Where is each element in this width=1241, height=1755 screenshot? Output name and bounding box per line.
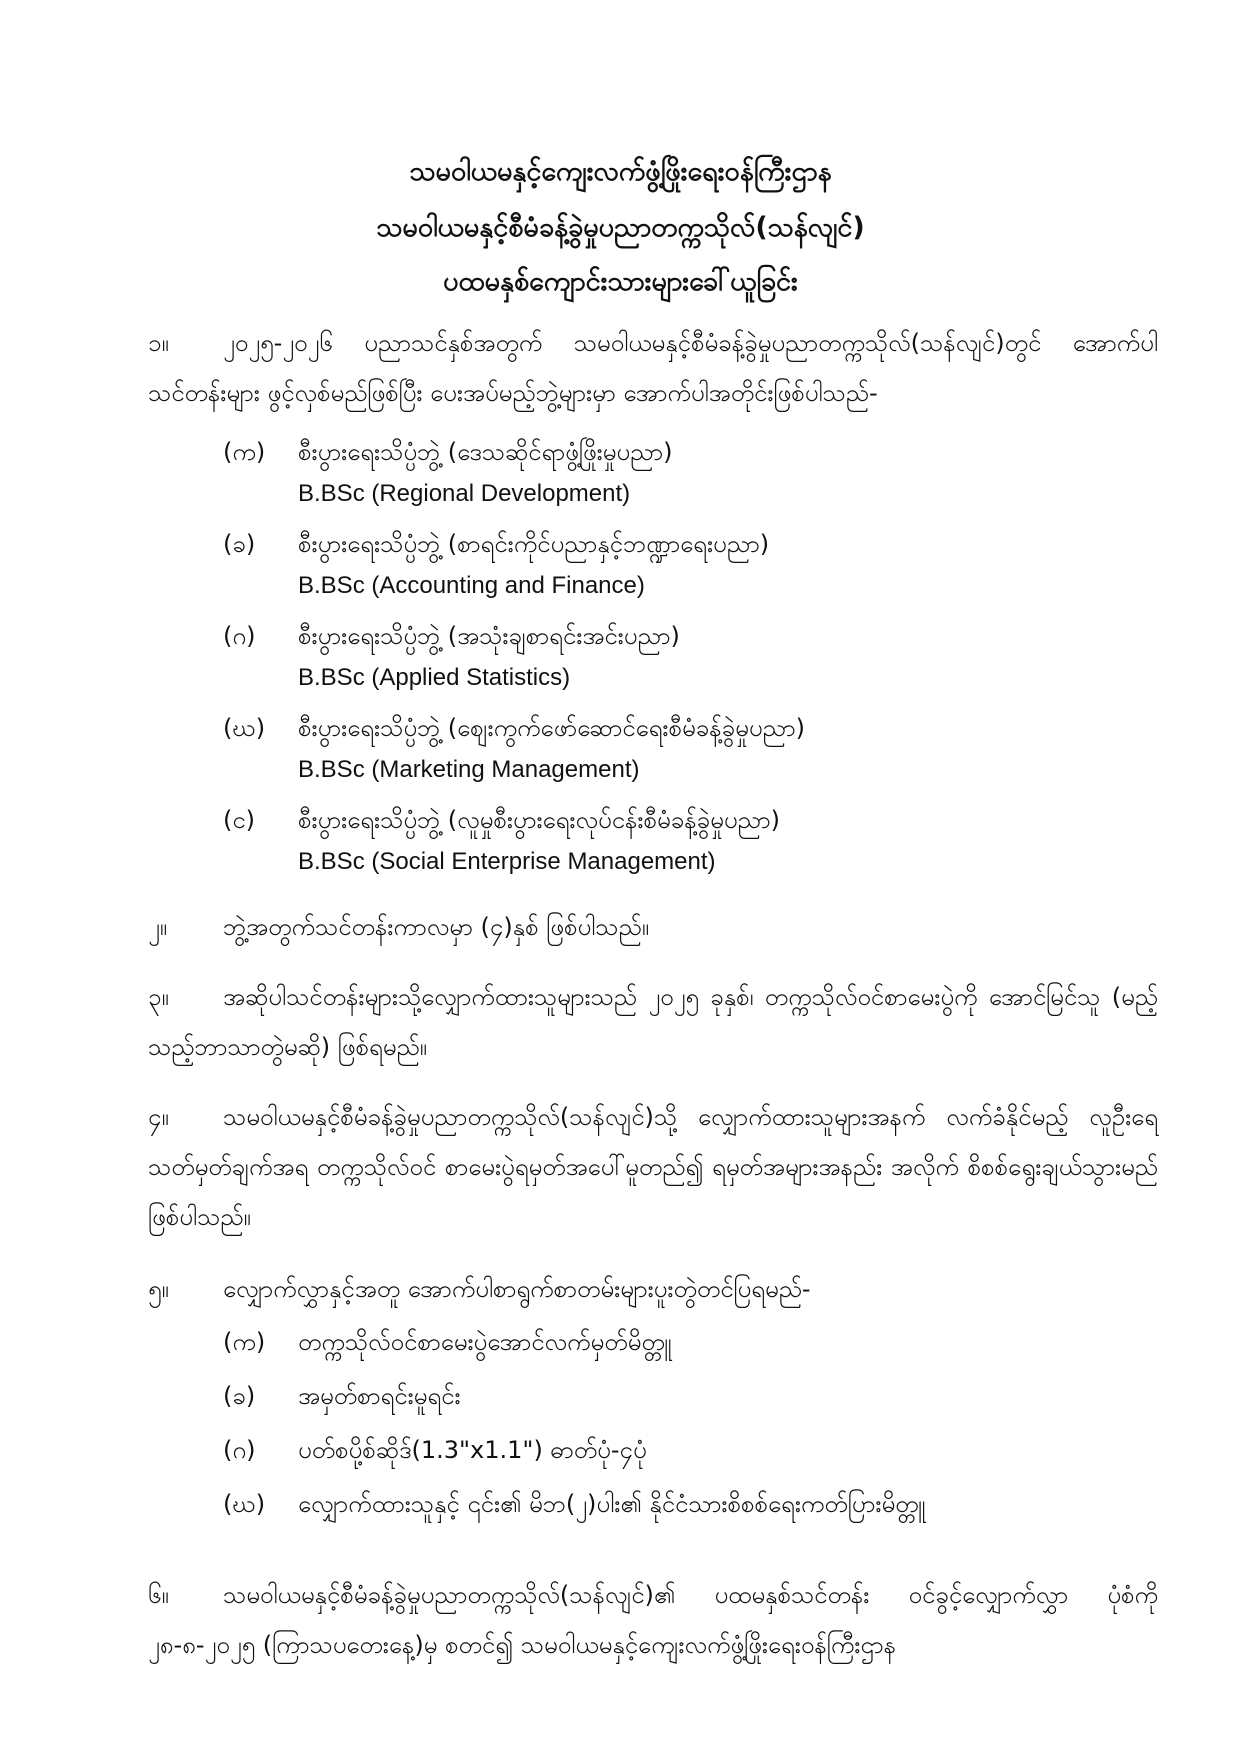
document-item-label: (ဂ) (223, 1436, 256, 1464)
section-3 (148, 972, 1158, 1072)
section-1 (148, 318, 1158, 418)
section-5-number: ၅။ (148, 1275, 169, 1303)
section-6 (148, 1570, 1158, 1670)
section-2 (148, 902, 1158, 952)
degree-item-label: (ခ) (223, 530, 256, 558)
degree-item-name: စီးပွားရေးသိပ္ပံဘွဲ့ (ဒေသဆိုင်ရာဖွံ့ဖြိုးမှုပညာ) (298, 438, 673, 466)
document-item-label: (က) (223, 1328, 266, 1356)
announcement-title: ပထမနှစ်ကျောင်းသားများခေါ်ယူခြင်း (443, 266, 798, 297)
document-item-label: (ဃ) (223, 1490, 266, 1518)
degree-item-english: B.BSc (Social Enterprise Management) (298, 848, 716, 875)
ministry-title: သမဝါယမနှင့်ကျေးလက်ဖွံ့ဖြိုးရေးဝန်ကြီးဌာန (409, 156, 832, 187)
degree-item-label: (င) (223, 806, 256, 834)
document-item-label: (ခ) (223, 1382, 256, 1410)
degree-item-name: စီးပွားရေးသိပ္ပံဘွဲ့ (စျေးကွက်ဖော်ဆောင်ရေးစီမံခန့်ခွဲမှုပညာ) (298, 714, 805, 742)
degree-item-name: စီးပွားရေးသိပ္ပံဘွဲ့ (လူမှုစီးပွားရေးလုပ်ငန်းစီမံခန့်ခွဲမှုပညာ) (298, 806, 780, 834)
section-1-text: ၂၀၂၅-၂၀၂၆ ပညာသင်နှစ်အတွက် သမဝါယမနှင့်စီမံခန့်ခွဲမှုပညာတက္ကသိုလ်(သန်လျင်)တွင် အောက်ပါသင်တန်းများ ဖွင့်လှစ်မည်ဖြစ်ပြီး ပေးအပ်မည့်ဘွဲ့များမှာ အောက်ပါအတိုင်းဖြစ်ပါသည်- (148, 329, 1158, 407)
section-4-text: သမဝါယမနှင့်စီမံခန့်ခွဲမှုပညာတက္ကသိုလ်(သန်လျင်)သို့ လျှောက်ထားသူများအနက် လက်ခံနိုင်မည့် လူဦးရေသတ်မှတ်ချက်အရ တက္ကသိုလ်ဝင် စာမေးပွဲရမှတ်အပေါ်မူတည်၍ ရမှတ်အများအနည်း အလိုက် စိစစ်ရွေးချယ်သွားမည်ဖြစ်ပါသည်။ (148, 1103, 1158, 1231)
university-title: သမဝါယမနှင့်စီမံခန့်ခွဲမှုပညာတက္ကသိုလ်(သန်လျင်) (376, 212, 865, 243)
degree-item-english: B.BSc (Applied Statistics) (298, 664, 571, 691)
section-1-number: ၁။ (148, 329, 169, 357)
section-6-text: သမဝါယမနှင့်စီမံခန့်ခွဲမှုပညာတက္ကသိုလ်(သန်လျင်)၏ ပထမနှစ်သင်တန်း ဝင်ခွင့်လျှောက်လွှာ ပုံစံကို ၂၈-၈-၂၀၂၅ (ကြာသပတေးနေ့)မှ စတင်၍ သမဝါယမနှင့်ကျေးလက်ဖွံ့ဖြိုးရေးဝန်ကြီးဌာန (148, 1581, 1158, 1659)
section-2-text: ဘွဲ့အတွက်သင်တန်းကာလမှာ (၄)နှစ် ဖြစ်ပါသည်။ (223, 913, 649, 941)
document-item-text: တက္ကသိုလ်ဝင်စာမေးပွဲအောင်လက်မှတ်မိတ္တူ (298, 1328, 672, 1356)
section-5-text: လျှောက်လွှာနှင့်အတူ အောက်ပါစာရွက်စာတမ်းများပူးတွဲတင်ပြရမည်- (223, 1275, 811, 1303)
degree-item-label: (က) (223, 438, 266, 466)
degree-item-label: (ဃ) (223, 714, 266, 742)
section-5 (148, 1264, 1158, 1314)
section-3-text: အဆိုပါသင်တန်းများသို့လျှောက်ထားသူများသည် ၂၀၂၅ ခုနှစ်၊ တက္ကသိုလ်ဝင်စာမေးပွဲကို အောင်မြင်သူ (မည့်သည့်ဘာသာတွဲမဆို) ဖြစ်ရမည်။ (148, 983, 1158, 1061)
section-3-number: ၃။ (148, 983, 169, 1011)
degree-item-english: B.BSc (Accounting and Finance) (298, 572, 645, 599)
degree-item-label: (ဂ) (223, 622, 256, 650)
document-item-text: အမှတ်စာရင်းမူရင်း (298, 1382, 461, 1410)
section-2-number: ၂။ (148, 913, 168, 941)
degree-item-english: B.BSc (Marketing Management) (298, 756, 640, 783)
section-6-number: ၆။ (148, 1581, 169, 1609)
section-4 (148, 1092, 1158, 1242)
document-item-text: ပတ်စပို့စ်ဆိုဒ်(1.3"x1.1") ဓာတ်ပုံ-၄ပုံ (298, 1436, 647, 1464)
degree-item-name: စီးပွားရေးသိပ္ပံဘွဲ့ (စာရင်းကိုင်ပညာနှင့်ဘဏ္ဍာရေးပညာ) (298, 530, 770, 558)
document-item-text: လျှောက်ထားသူနှင့် ၎င်း၏ မိဘ(၂)ပါး၏ နိုင်ငံသားစိစစ်ရေးကတ်ပြားမိတ္တူ (298, 1490, 926, 1518)
section-4-number: ၄။ (148, 1103, 169, 1131)
degree-item-name: စီးပွားရေးသိပ္ပံဘွဲ့ (အသုံးချစာရင်းအင်းပညာ) (298, 622, 680, 650)
degree-item-english: B.BSc (Regional Development) (298, 480, 631, 507)
